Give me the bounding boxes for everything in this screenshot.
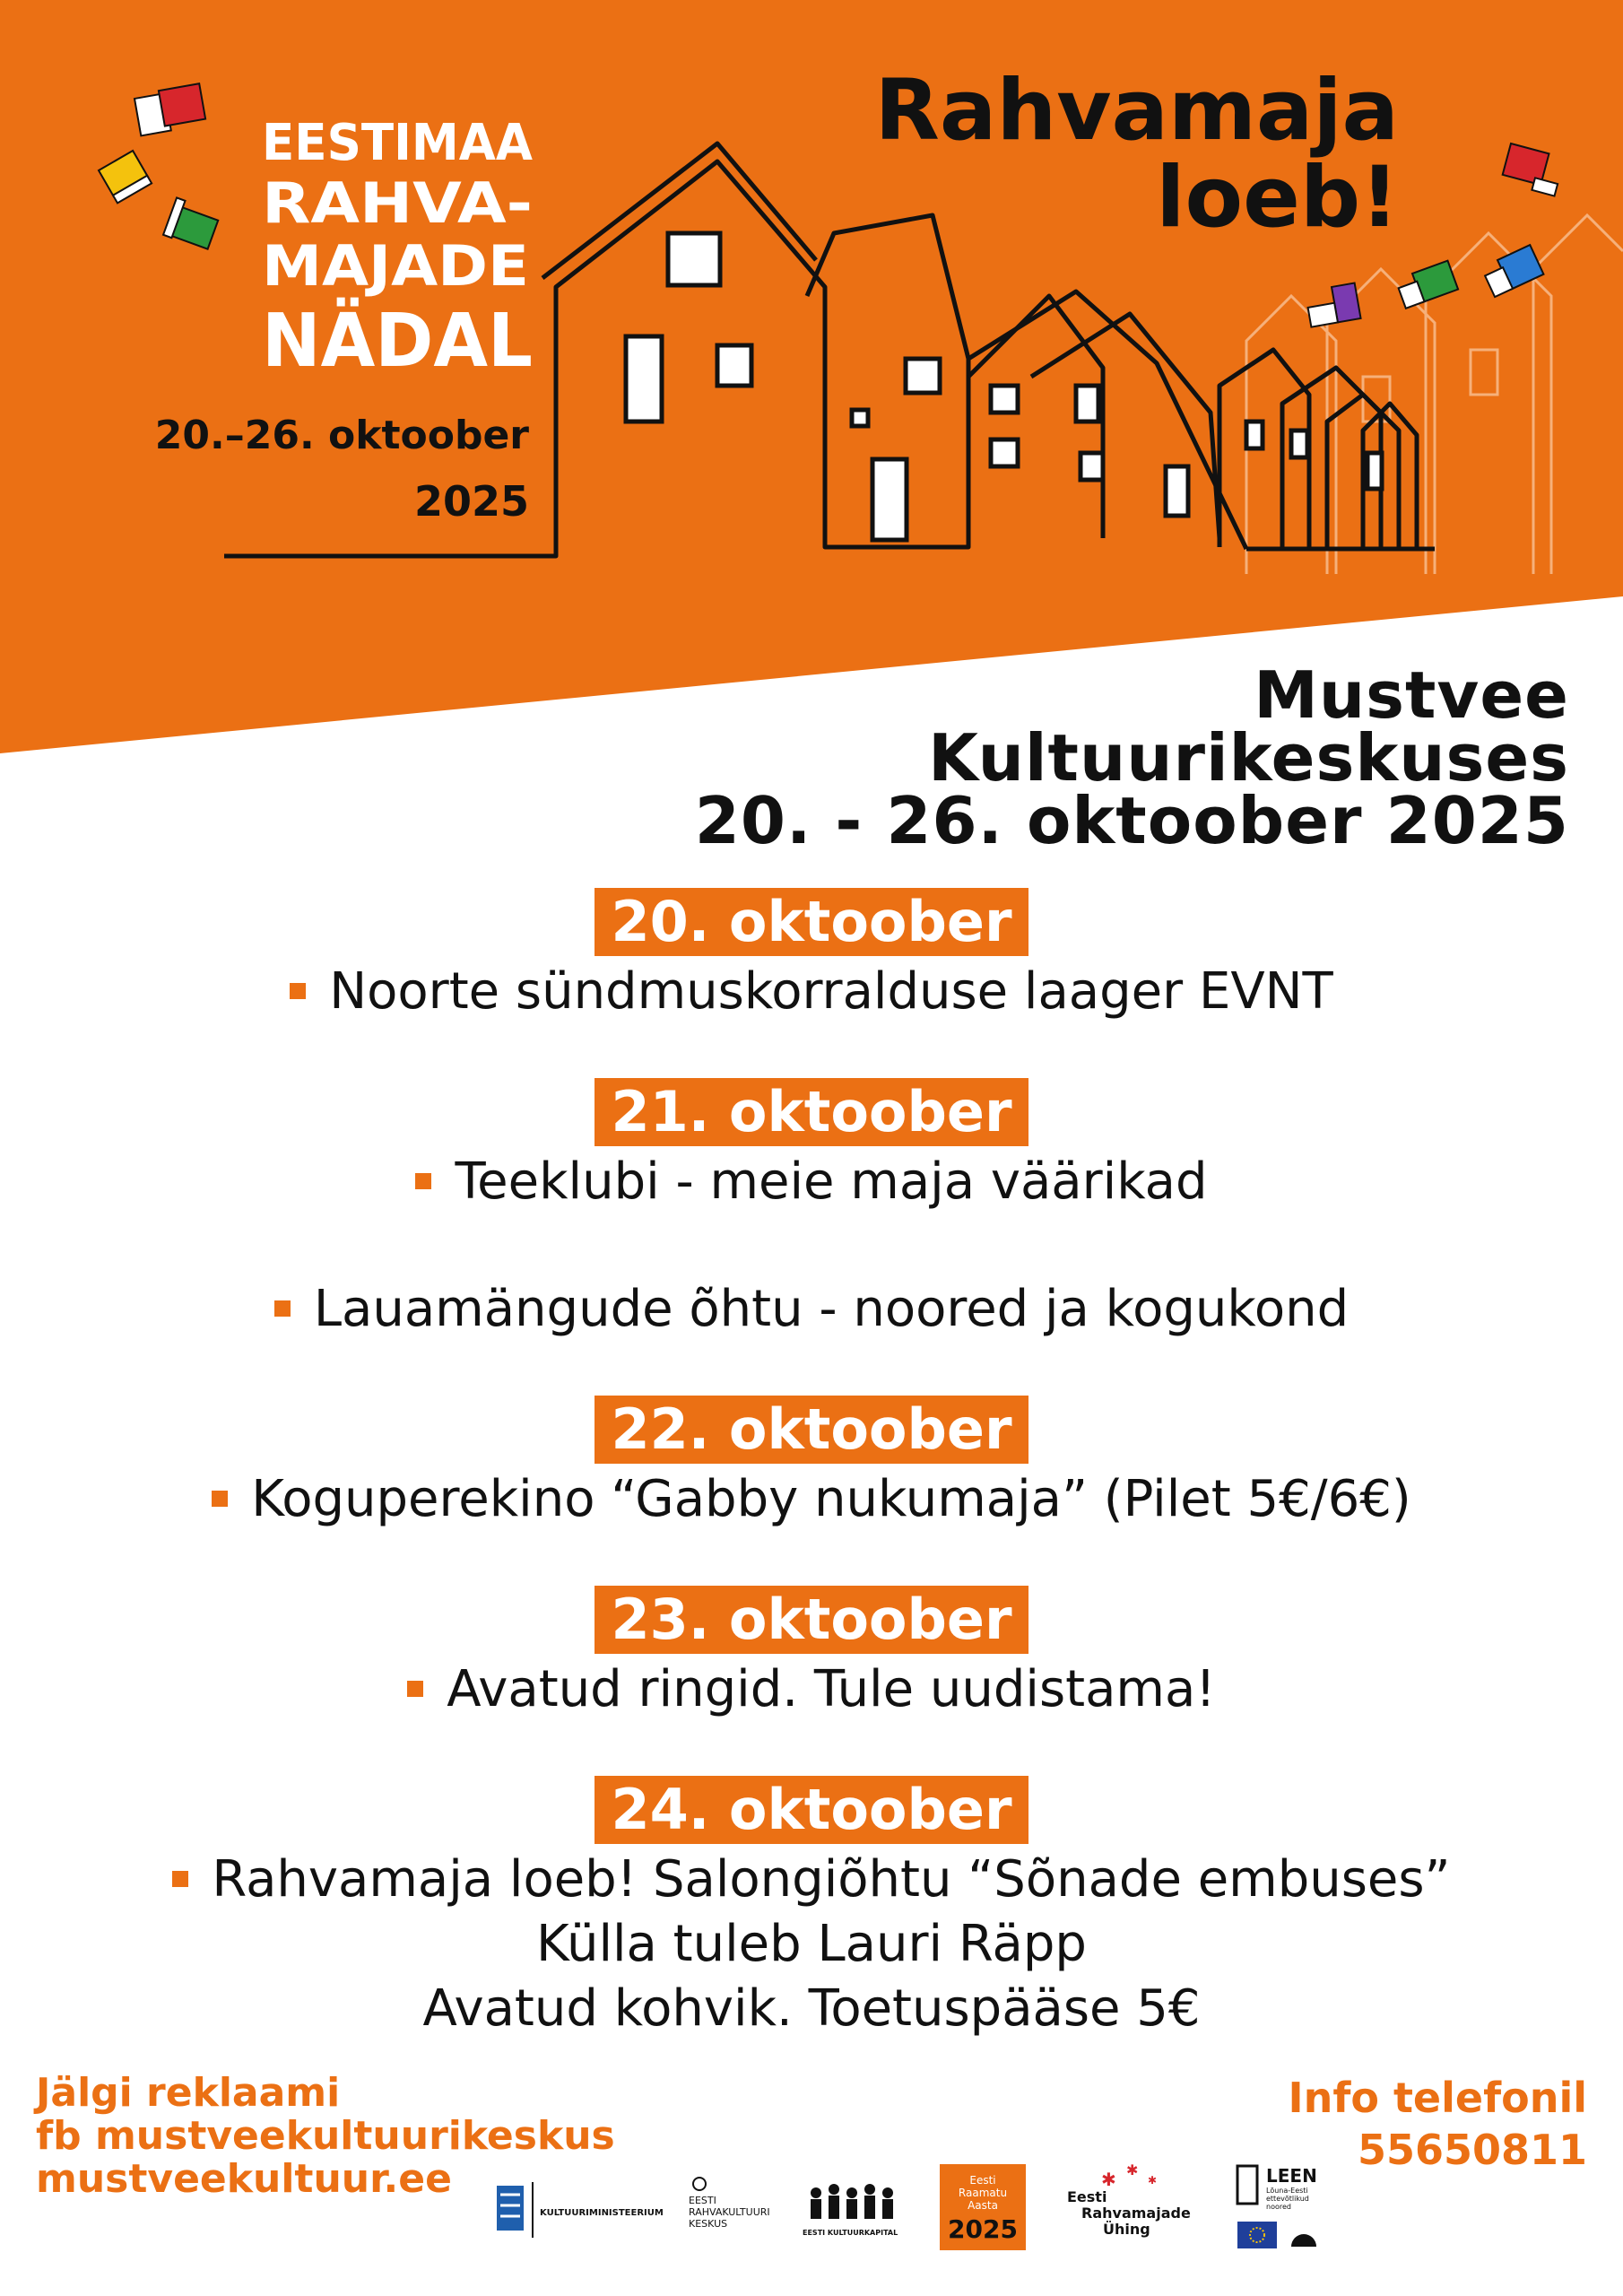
program-item-text: Rahvamaja loeb! Salongiõhtu “Sõnade embuses” <box>212 1850 1451 1909</box>
program-item-detail: Külla tuleb Lauri Räpp <box>536 1915 1087 1973</box>
program-day-21 <box>0 1078 1623 1342</box>
program-item <box>36 1150 1587 1214</box>
program-item <box>36 1467 1587 1532</box>
follow-label: Jälgi reklaami <box>36 2070 341 2116</box>
leen-logo <box>1237 2165 1317 2248</box>
svg-text:Eesti: Eesti <box>969 2174 996 2187</box>
svg-text:LEEN: LEEN <box>1266 2165 1317 2187</box>
svg-text:EESTI: EESTI <box>689 2195 716 2206</box>
program-day-23 <box>0 1586 1623 1722</box>
sponsor-logos <box>484 2148 1345 2265</box>
website-link[interactable]: mustveekultuur.ee <box>36 2156 452 2202</box>
svg-text:✱: ✱ <box>1101 2169 1116 2190</box>
slogan-line-1: Rahvamaja <box>874 62 1399 160</box>
program-day-22 <box>0 1396 1623 1532</box>
date-tag: 24. oktoober <box>595 1776 1028 1844</box>
svg-text:ettevõtlikud: ettevõtlikud <box>1266 2195 1309 2203</box>
festival-line-1: EESTIMAA <box>262 114 534 172</box>
header-banner <box>0 0 1623 753</box>
rahvamajade-yhing-logo <box>1067 2161 1191 2238</box>
festival-year: 2025 <box>413 477 529 526</box>
event-venue-line-1: Mustvee <box>1254 657 1569 733</box>
date-tag: 20. oktoober <box>595 888 1028 956</box>
program-item-text: Lauamängude õhtu - noored ja kogukond <box>313 1280 1350 1338</box>
festival-dates: 20.–26. oktoober <box>154 413 529 458</box>
date-tag: 22. oktoober <box>595 1396 1028 1464</box>
program-item-text: Noorte sündmuskorralduse laager EVNT <box>329 962 1333 1021</box>
program-item-text: Koguperekino “Gabby nukumaja” (Pilet 5€/6€) <box>251 1470 1411 1528</box>
svg-text:noored: noored <box>1266 2203 1291 2211</box>
event-dates: 20. - 26. oktoober 2025 <box>694 783 1569 858</box>
event-title <box>694 657 1569 858</box>
program-item <box>36 1848 1587 1912</box>
festival-line-4: NÄDAL <box>262 299 545 384</box>
svg-text:RAHVAKULTUURI: RAHVAKULTUURI <box>689 2206 770 2218</box>
program-day-20 <box>0 888 1623 1024</box>
svg-text:Ühing: Ühing <box>1103 2221 1150 2238</box>
rahvakultuur-logo <box>689 2178 770 2230</box>
date-tag: 23. oktoober <box>595 1586 1028 1654</box>
ministry-name: KULTUURIMINISTEERIUM <box>540 2208 664 2218</box>
slogan-line-2: loeb! <box>1156 149 1399 247</box>
program-item-detail: Avatud kohvik. Toetuspääse 5€ <box>422 1979 1201 2038</box>
program-item <box>36 960 1587 1024</box>
program-item-text: Teeklubi - meie maja väärikad <box>455 1152 1208 1211</box>
event-venue-line-2: Kultuurikeskuses <box>928 720 1569 796</box>
info-label: Info telefonil <box>1288 2074 1587 2122</box>
bullet-icon <box>415 1173 431 1189</box>
program-item <box>36 1277 1587 1342</box>
svg-text:Lõuna-Eesti: Lõuna-Eesti <box>1266 2187 1308 2195</box>
program-list <box>0 888 1623 2095</box>
bullet-icon <box>172 1871 188 1887</box>
svg-text:EESTI KULTUURKAPITAL: EESTI KULTUURKAPITAL <box>803 2229 898 2237</box>
bullet-icon <box>407 1681 423 1697</box>
svg-text:2025: 2025 <box>948 2214 1018 2244</box>
svg-text:Aasta: Aasta <box>968 2199 998 2212</box>
bullet-icon <box>212 1491 228 1507</box>
bullet-icon <box>290 983 306 999</box>
bullet-icon <box>274 1300 291 1317</box>
svg-text:KESKUS: KESKUS <box>689 2218 728 2230</box>
program-item <box>36 1657 1587 1722</box>
svg-text:✱: ✱ <box>1126 2161 1139 2179</box>
raamatu-aasta-logo <box>940 2164 1026 2250</box>
program-item-text: Avatud ringid. Tule uudistama! <box>447 1660 1216 1718</box>
program-day-24 <box>0 1776 1623 2041</box>
kultuurkapital-logo <box>803 2184 898 2237</box>
svg-text:✱: ✱ <box>1148 2174 1158 2187</box>
phone-number[interactable]: 55650811 <box>1357 2126 1587 2174</box>
festival-line-2: RAHVA- <box>262 170 533 236</box>
svg-text:Rahvamajade: Rahvamajade <box>1081 2205 1191 2222</box>
svg-text:Raamatu: Raamatu <box>958 2187 1008 2199</box>
date-tag: 21. oktoober <box>595 1078 1028 1146</box>
festival-line-3: MAJADE <box>262 233 529 299</box>
facebook-link[interactable]: fb mustveekultuurikeskus <box>36 2113 615 2159</box>
svg-text:Eesti: Eesti <box>1067 2188 1107 2205</box>
ministry-logo <box>497 2182 664 2238</box>
